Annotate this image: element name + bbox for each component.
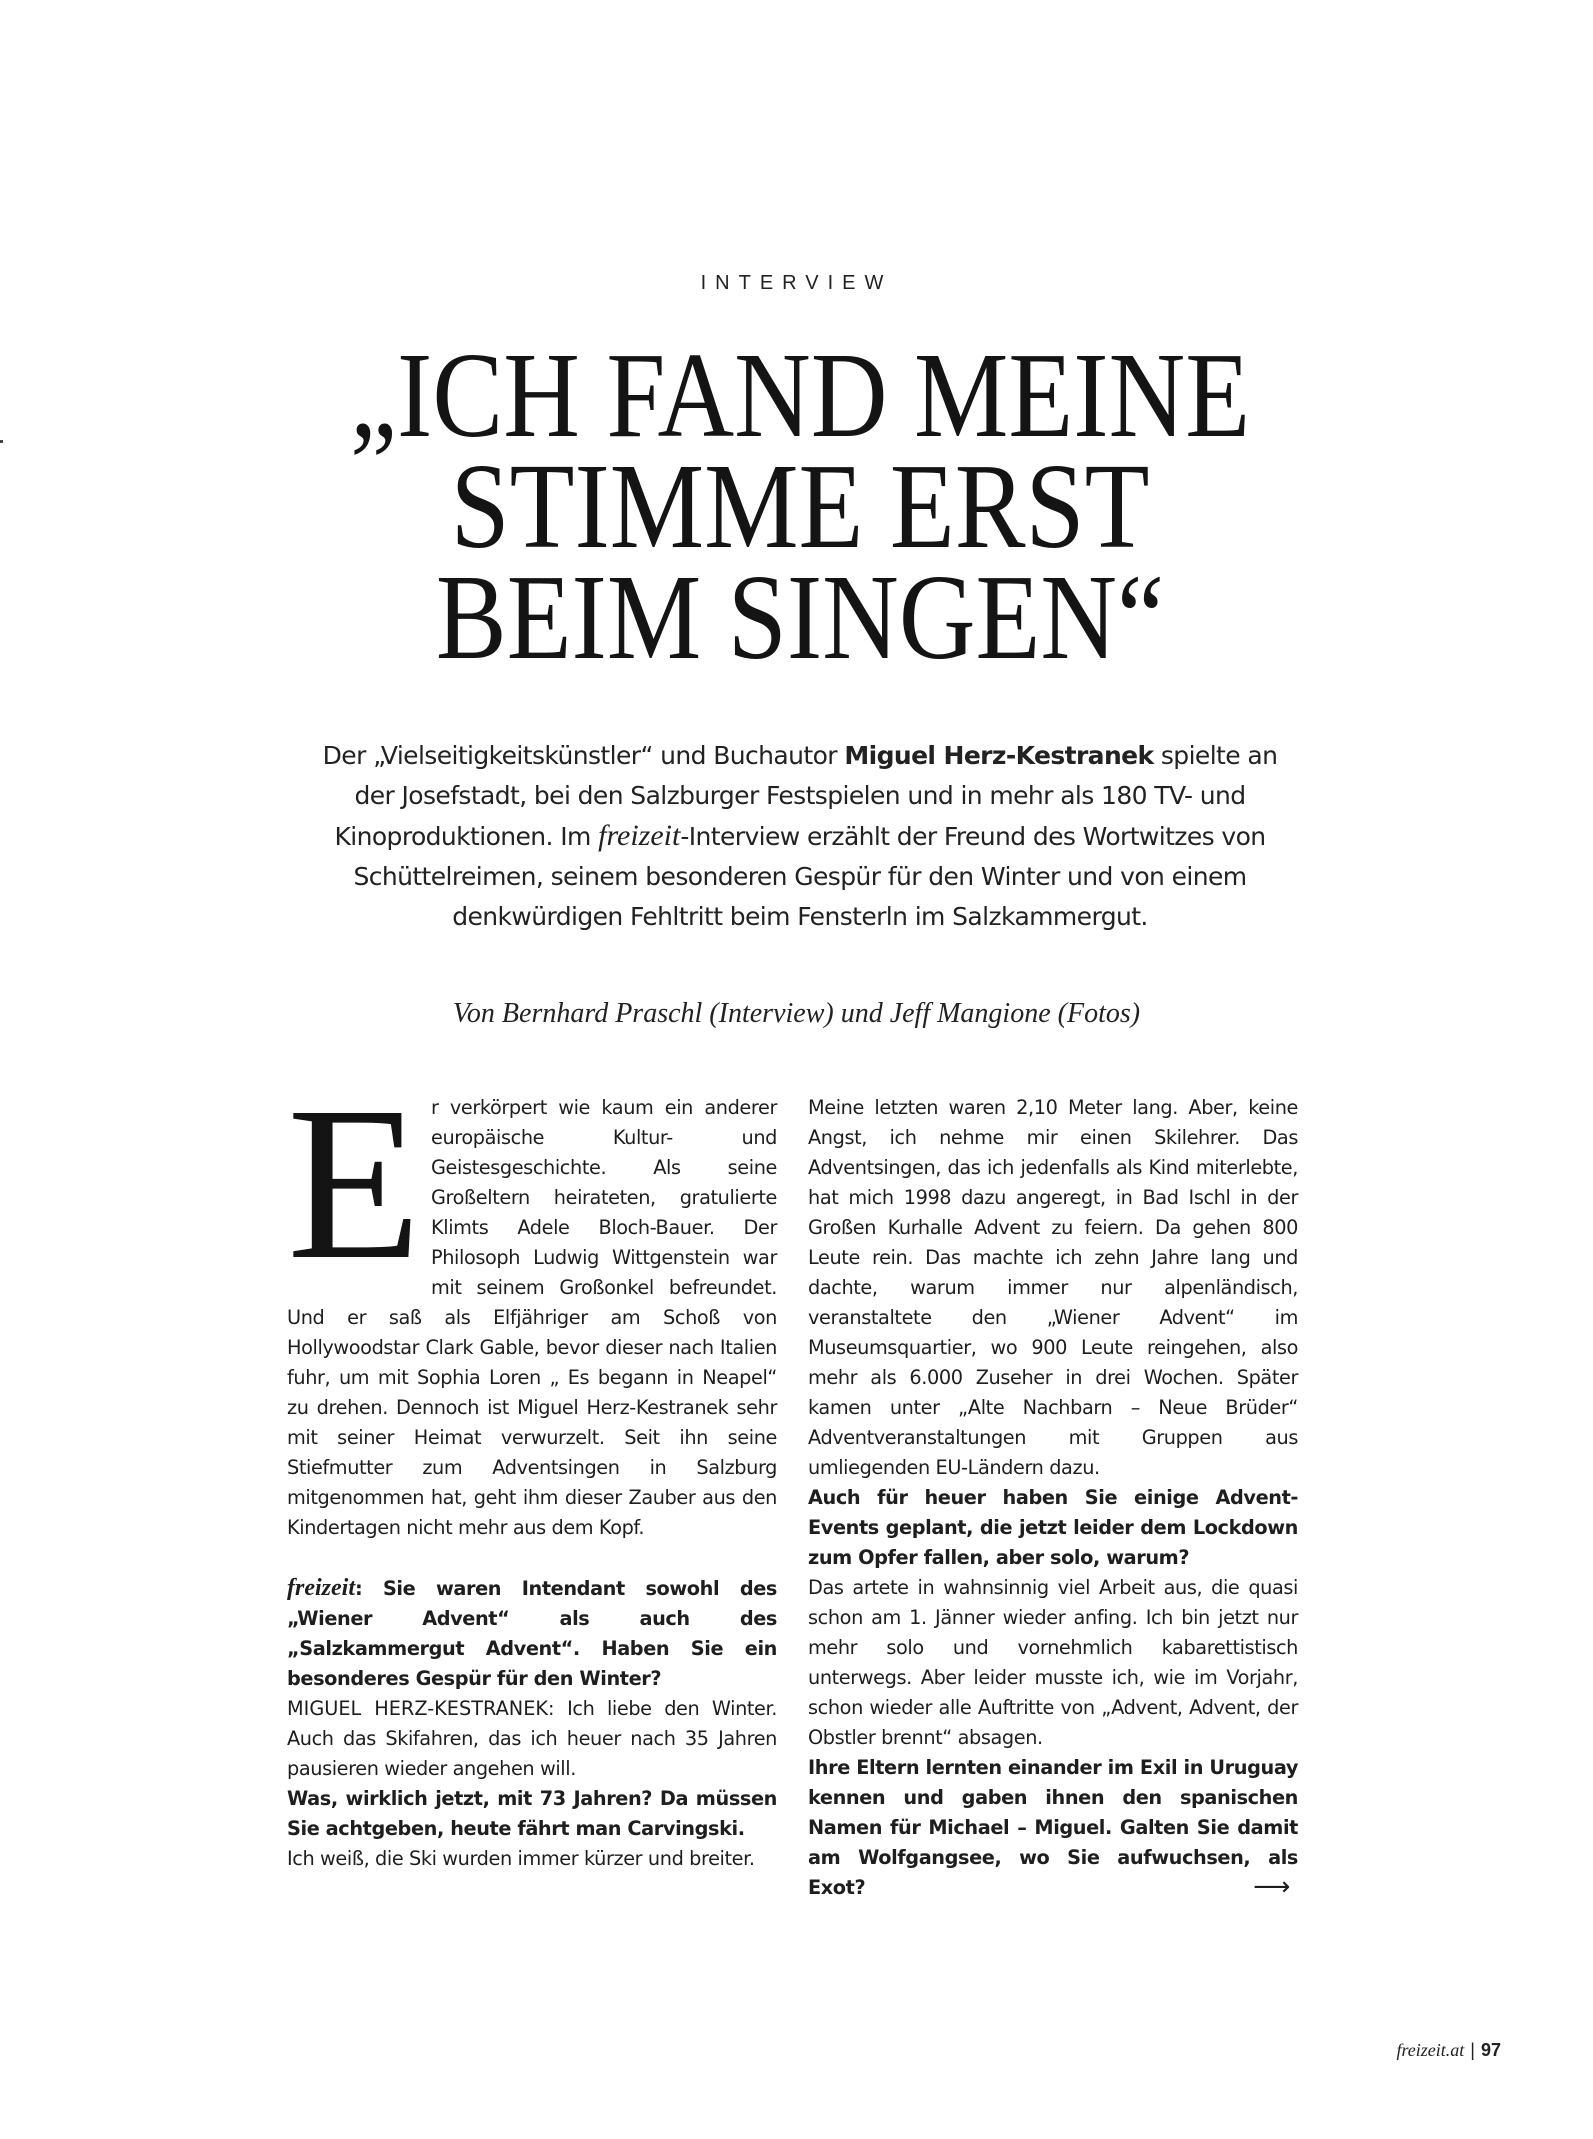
question-3: Auch für heuer haben Sie einige Advent-Events geplant, die jetzt leider dem Lockdown zum Opfer fallen, aber solo, warum?	[808, 1486, 1298, 1569]
lead-paragraph	[320, 736, 1280, 937]
answer-1	[287, 1694, 777, 1784]
lead-text-1: Der „Vielseitigkeitskünstler“ und Buchautor	[322, 741, 845, 770]
intro-text: r verkörpert wie kaum ein anderer europäische Kultur- und Geistesgeschichte. Als seine Großeltern heirateten, gratulierte Klimts Adele Bloch-Bauer. Der Philosoph Ludwig Wittgenstein war mit seinem Großonkel befreundet. Und er saß als Elfjähriger am Schoß von Hollywoodstar Clark Gable, bevor dieser nach Italien fuhr, um mit Sophia Loren „ Es begann in Neapel“ zu drehen. Dennoch ist Miguel Herz-Kestranek sehr mit seiner Heimat verwurzelt. Seit ihn seine Stiefmutter zum Adventsingen in Salzburg mitgenommen hat, geht ihm dieser Zauber aus den Kindertagen nicht mehr aus dem Kopf.	[287, 1096, 777, 1539]
lead-text-3: -Interview erzählt der Freund des Wortwitzes von Schüttelreimen, seinem besonderen Gespür für den Winter und von einem denkwürdigen Fehltritt beim Fensterln im Salzkammergut.	[353, 822, 1266, 931]
question-4	[808, 1753, 1298, 1903]
question-4-text: Ihre Eltern lernten einander im Exil in Uruguay kennen und gaben ihnen den spanischen Namen für Michael – Miguel. Galten Sie damit am Wolfgangsee, wo Sie aufwuchsen, als Exot?	[808, 1756, 1298, 1899]
article-column-2	[808, 1093, 1298, 1903]
speaker-label: MIGUEL HERZ-KESTRANEK:	[287, 1697, 555, 1720]
question-1-text: : Sie waren Intendant sowohl des „Wiener Advent“ als auch des „Salzkammergut Advent“. Haben Sie ein besonderes Gespür für den Winter?	[287, 1577, 777, 1690]
lead-name: Miguel Herz-Kestranek	[844, 741, 1154, 770]
footer-separator: |	[1470, 2040, 1475, 2060]
headline-line-3: BEIM SINGEN“	[435, 550, 1165, 685]
question-2: Was, wirklich jetzt, mit 73 Jahren? Da müssen Sie achtgeben, heute fährt man Carvingski.	[287, 1787, 777, 1840]
headline-line-2: STIMME ERST	[450, 439, 1150, 574]
page-number: 97	[1480, 2040, 1501, 2060]
answer-2-continued: Meine letzten waren 2,10 Meter lang. Aber, keine Angst, ich nehme mir einen Skilehrer. Das Adventsingen, das ich jedenfalls als Kind miterlebte, hat mich 1998 dazu angeregt, in Bad Ischl in der Großen Kurhalle Advent zu feiern. Da gehen 800 Leute rein. Das machte ich zehn Jahre lang und dachte, warum immer nur alpenländisch, veranstaltete den „Wiener Advent“ im Museumsquartier, wo 900 Leute reingehen, also mehr als 6.000 Zuseher in drei Wochen. Später kamen unter „Alte Nachbarn – Neue Brüder“ Adventveranstaltungen mit Gruppen aus umliegenden EU-Ländern dazu.	[808, 1096, 1298, 1479]
drop-cap: E	[287, 1061, 421, 1305]
question-1-brand: freizeit	[287, 1575, 355, 1601]
lead-text-2: spielte an der Josefstadt, bei den Salzburger Festspielen und in mehr als 180 TV- und Kinoproduktionen. Im	[334, 741, 1278, 851]
footer-site: freizeit.at	[1396, 2040, 1465, 2060]
headline	[269, 328, 1330, 685]
section-rubric: INTERVIEW	[700, 272, 893, 294]
lead-brand: freizeit	[598, 819, 681, 852]
continue-arrow-icon: ⟶	[1253, 1872, 1290, 1902]
page-edge-mark	[0, 440, 3, 443]
question-1	[287, 1573, 777, 1694]
headline-line-1: „ICH FAND MEINE	[349, 328, 1251, 463]
intro-paragraph	[287, 1061, 777, 1543]
article-column-1	[287, 1061, 777, 1874]
answer-2-start: Ich weiß, die Ski wurden immer kürzer und breiter.	[287, 1847, 755, 1870]
answer-3: Das artete in wahnsinnig viel Arbeit aus, die quasi schon am 1. Jänner wieder anfing. Ich bin jetzt nur mehr solo und vornehmlich kabarettistisch unterwegs. Aber leider musste ich, wie im Vorjahr, schon wieder alle Auftritte von „Advent, Advent, der Obstler brennt“ absagen.	[808, 1576, 1298, 1749]
page-footer	[1396, 2040, 1501, 2061]
byline: Von Bernhard Praschl (Interview) und Jeff Mangione (Fotos)	[452, 998, 1141, 1029]
answer-1-text: Ich liebe den Winter. Auch das Skifahren, das ich heuer nach 35 Jahren pausieren wieder angehen will.	[287, 1697, 777, 1780]
